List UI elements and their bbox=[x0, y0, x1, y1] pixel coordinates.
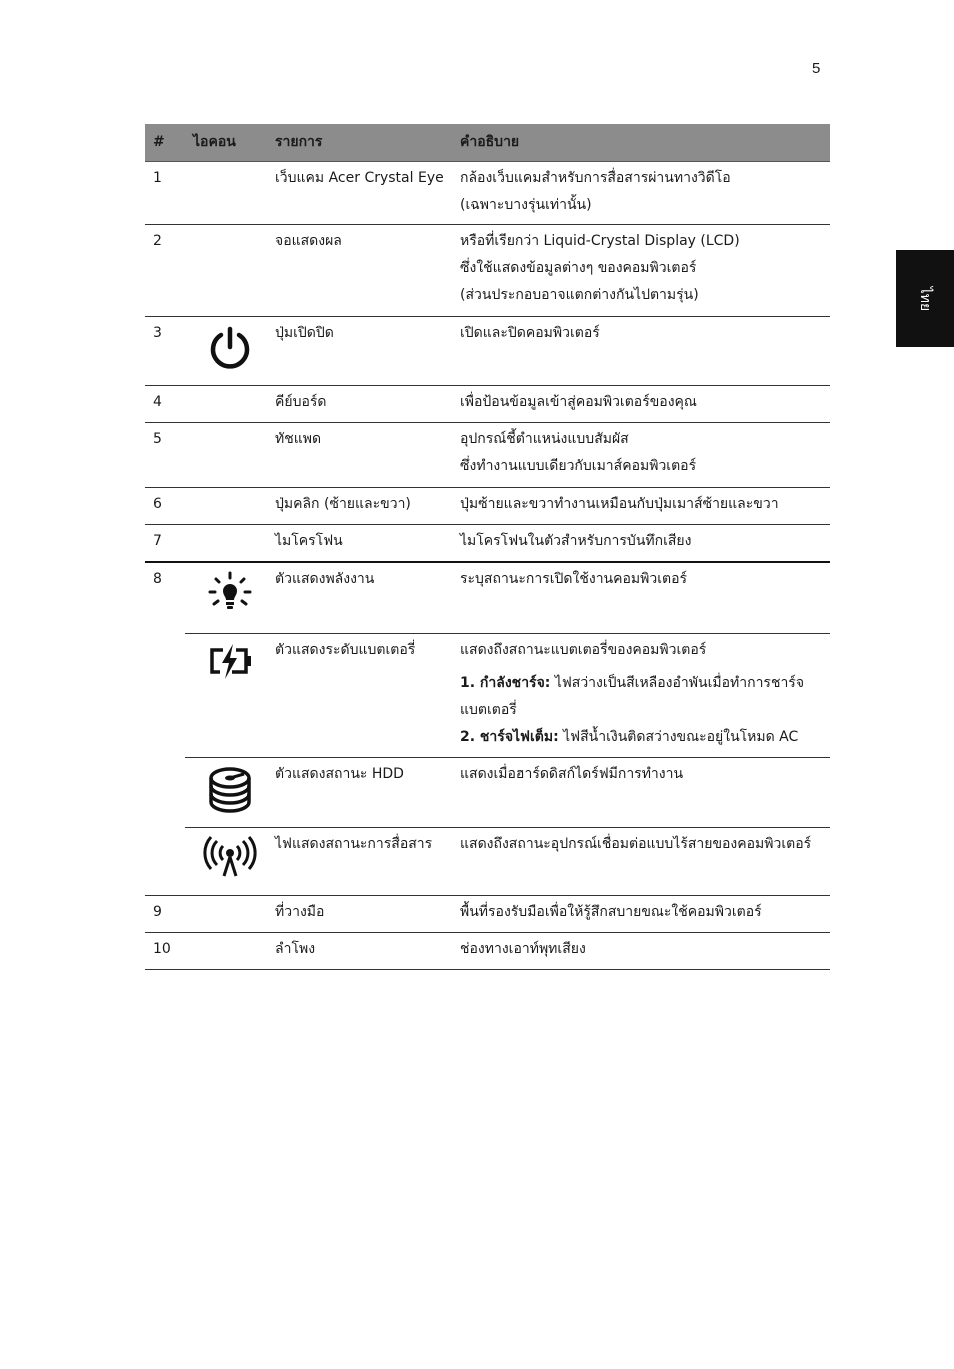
table-row bbox=[145, 933, 830, 970]
row-icon bbox=[185, 933, 275, 969]
row-item: ไมโครโฟน bbox=[275, 533, 343, 549]
row-item: ตัวแสดงสถานะ HDD bbox=[275, 766, 404, 782]
battery-charging-icon bbox=[185, 634, 275, 757]
desc-line: ซึ่งใช้แสดงข้อมูลต่างๆ ของคอมพิวเตอร์ bbox=[460, 260, 697, 276]
table-row bbox=[145, 896, 830, 933]
row-item: ทัชแพด bbox=[275, 431, 322, 447]
row-icon bbox=[185, 896, 275, 932]
row-desc: ไมโครโฟนในตัวสำหรับการบันทึกเสียง bbox=[460, 533, 692, 549]
row-desc: ช่องทางเอาท์พุทเสียง bbox=[460, 941, 586, 957]
indicator-subrows bbox=[185, 563, 830, 895]
row-num: 9 bbox=[153, 904, 162, 920]
row-item: ที่วางมือ bbox=[275, 904, 325, 920]
table-row bbox=[145, 386, 830, 423]
desc-line: ซึ่งทำงานแบบเดียวกับเมาส์คอมพิวเตอร์ bbox=[460, 458, 697, 474]
row-item: ตัวแสดงระดับแบตเตอรี่ bbox=[275, 642, 416, 658]
desc-line: กล้องเว็บแคมสำหรับการสื่อสารผ่านทางวิดีโอ bbox=[460, 170, 731, 186]
language-tab-label: ไทย bbox=[916, 286, 933, 311]
row-item: ลำโพง bbox=[275, 941, 316, 957]
row-item: ปุ่มเปิดปิด bbox=[275, 325, 334, 341]
row-item: เว็บแคม Acer Crystal Eye bbox=[275, 170, 444, 186]
row-icon bbox=[185, 423, 275, 487]
row-num: 7 bbox=[153, 533, 162, 549]
row-desc: เปิดและปิดคอมพิวเตอร์ bbox=[460, 325, 600, 341]
components-table bbox=[145, 124, 830, 970]
power-indicator-icon bbox=[185, 563, 275, 633]
row-num: 1 bbox=[153, 170, 162, 186]
hdd-icon bbox=[185, 758, 275, 827]
desc-line: (ส่วนประกอบอาจแตกต่างกันไปตามรุ่น) bbox=[460, 287, 699, 303]
table-row bbox=[145, 162, 830, 225]
row-num: 4 bbox=[153, 394, 162, 410]
row-num: 3 bbox=[153, 325, 162, 341]
row-desc bbox=[460, 162, 830, 224]
row-item: จอแสดงผล bbox=[275, 233, 342, 249]
language-tab bbox=[896, 250, 954, 347]
row-num: 2 bbox=[153, 233, 162, 249]
indicator-row bbox=[185, 563, 830, 633]
row-num: 5 bbox=[153, 431, 162, 447]
header-num: # bbox=[153, 134, 165, 150]
row-num: 8 bbox=[153, 571, 162, 587]
table-row bbox=[145, 488, 830, 525]
row-desc: พื้นที่รองรับมือเพื่อให้รู้สึกสบายขณะใช้คอมพิวเตอร์ bbox=[460, 904, 762, 920]
table-row-group-8 bbox=[145, 561, 830, 896]
row-desc: แสดงเมื่อฮาร์ดดิสก์ไดร์ฟมีการทำงาน bbox=[460, 766, 684, 782]
table-row bbox=[145, 423, 830, 488]
row-item: ไฟแสดงสถานะการสื่อสาร bbox=[275, 836, 433, 852]
desc-line: (เฉพาะบางรุ่นเท่านั้น) bbox=[460, 197, 592, 213]
desc-line: อุปกรณ์ชี้ตำแหน่งแบบสัมผัส bbox=[460, 431, 629, 447]
row-item: ปุ่มคลิก (ซ้ายและขวา) bbox=[275, 496, 411, 512]
row-icon bbox=[185, 386, 275, 422]
row-num: 10 bbox=[153, 941, 171, 957]
indicator-row bbox=[185, 633, 830, 757]
row-desc bbox=[460, 634, 830, 757]
row-item: ตัวแสดงพลังงาน bbox=[275, 571, 375, 587]
table-row bbox=[145, 317, 830, 386]
row-desc: ระบุสถานะการเปิดใช้งานคอมพิวเตอร์ bbox=[460, 571, 688, 587]
full-charge-note-label: 2. ชาร์จไฟเต็ม: bbox=[460, 729, 559, 745]
table-row bbox=[145, 225, 830, 317]
charging-note-text: ไฟสว่างเป็นสีเหลืองอำพันเมื่อทำการชาร์จแบตเตอรี่ bbox=[460, 675, 805, 718]
row-desc bbox=[460, 423, 830, 487]
row-icon bbox=[185, 162, 275, 224]
row-item: คีย์บอร์ด bbox=[275, 394, 327, 410]
row-desc: ปุ่มซ้ายและขวาทำงานเหมือนกับปุ่มเมาส์ซ้ายและขวา bbox=[460, 496, 779, 512]
row-icon bbox=[185, 488, 275, 524]
row-desc: แสดงถึงสถานะอุปกรณ์เชื่อมต่อแบบไร้สายของคอมพิวเตอร์ bbox=[460, 836, 812, 852]
table-header bbox=[145, 124, 830, 162]
charging-note bbox=[460, 670, 824, 724]
desc-line: แสดงถึงสถานะแบตเตอรี่ของคอมพิวเตอร์ bbox=[460, 642, 707, 658]
indicator-row bbox=[185, 757, 830, 827]
indicator-row bbox=[185, 827, 830, 895]
row-desc bbox=[460, 225, 830, 316]
header-icon: ไอคอน bbox=[193, 134, 236, 150]
row-icon bbox=[185, 525, 275, 561]
row-icon bbox=[185, 225, 275, 316]
row-num: 6 bbox=[153, 496, 162, 512]
charging-note-label: 1. กำลังชาร์จ: bbox=[460, 675, 551, 691]
page-number: 5 bbox=[812, 60, 821, 77]
header-item: รายการ bbox=[275, 134, 323, 150]
wireless-icon bbox=[185, 828, 275, 895]
header-desc: คำอธิบาย bbox=[460, 134, 520, 150]
full-charge-note-text: ไฟสีน้ำเงินติดสว่างขณะอยู่ในโหมด AC bbox=[558, 729, 799, 745]
table-row bbox=[145, 525, 830, 561]
full-charge-note bbox=[460, 724, 824, 751]
power-icon bbox=[185, 317, 275, 385]
row-desc: เพื่อป้อนข้อมูลเข้าสู่คอมพิวเตอร์ของคุณ bbox=[460, 394, 697, 410]
desc-line: หรือที่เรียกว่า Liquid-Crystal Display (LCD) bbox=[460, 233, 740, 249]
